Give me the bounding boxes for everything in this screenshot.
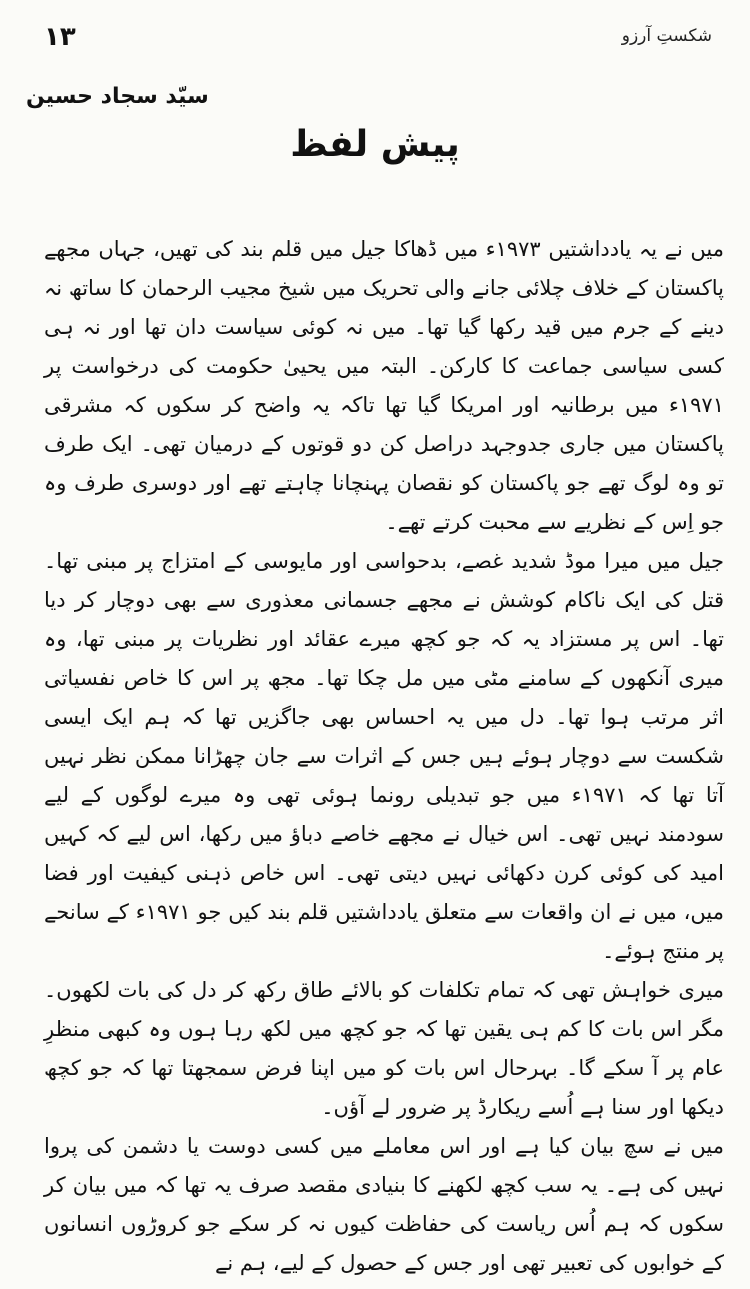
running-title: شکستِ آرزو [621,26,712,46]
paragraph: میری خواہش تھی کہ تمام تکلفات کو بالائے طاق رکھ کر دل کی بات لکھوں۔ مگر اس بات کا کم ہی یقین تھا کہ جو کچھ میں لکھ رہا ہوں وہ کبھی منظرِ عام پر آ سکے گا۔ بہرحال اس بات کو میں اپنا فرض سمجھتا تھا کہ جو کچھ دیکھا اور سنا ہے اُسے ریکارڈ پر ضرور لے آؤں۔ [44,978,724,1119]
page-number: ۱۳ [44,22,76,52]
paragraph: میں نے یہ یادداشتیں ۱۹۷۳ء میں ڈھاکا جیل میں قلم بند کی تھیں، جہاں مجھے پاکستان کے خلاف چلائی جانے والی تحریک میں شیخ مجیب الرحمان کا ساتھ نہ دینے کے جرم میں قید رکھا گیا تھا۔ میں نہ کوئی سیاست دان تھا اور نہ ہی کسی سیاسی جماعت کا کارکن۔ البتہ میں یحییٰ حکومت کی درخواست پر ۱۹۷۱ء میں برطانیہ اور امریکا گیا تھا تاکہ یہ واضح کر سکوں کہ مشرقی پاکستان میں جاری جدوجہد دراصل کن دو قوتوں کے درمیان تھی۔ ایک طرف تو وہ لوگ تھے جو پاکستان کو نقصان پہنچانا چاہتے تھے اور دوسری طرف وہ جو اِس کے نظریے سے محبت کرتے تھے۔ [44,237,725,534]
paragraph: میں نے سچ بیان کیا ہے اور اس معاملے میں کسی دوست یا دشمن کی پروا نہیں کی ہے۔ یہ سب کچھ لکھنے کا بنیادی مقصد صرف یہ تھا کہ میں بیان کر سکوں کہ ہم اُس ریاست کی حفاظت کیوں نہ کر سکے جو کروڑوں انسانوں کے خوابوں کی تعبیر تھی اور جس کے حصول کے لیے، ہم نے [44,1134,724,1275]
author-name: سیّد سجاد حسین [26,84,209,109]
body-text [44,230,724,1283]
paragraph: جیل میں میرا موڈ شدید غصے، بدحواسی اور مایوسی کے امتزاج پر مبنی تھا۔ قتل کی ایک ناکام کوشش نے مجھے جسمانی معذوری سے بھی دوچار کر دیا تھا۔ اس پر مستزاد یہ کہ جو کچھ میرے عقائد اور نظریات پر مبنی تھا، وہ میری آنکھوں کے سامنے مٹی میں مل چکا تھا۔ مجھ پر اس کا خاص نفسیاتی اثر مرتب ہوا تھا۔ دل میں یہ احساس بھی جاگزیں تھا کہ ہم ایک ایسی شکست سے دوچار ہوئے ہیں جس کے اثرات سے جان چھڑانا ممکن نظر نہیں آتا تھا کہ ۱۹۷۱ء میں جو تبدیلی رونما ہوئی تھی وہ میرے لوگوں کے لیے سودمند نہیں تھی۔ اس خیال نے مجھے خاصے دباؤ میں رکھا، اس لیے کہ کہیں امید کی کوئی کرن دکھائی نہیں دیتی تھی۔ اس خاص ذہنی کیفیت اور فضا میں، میں نے ان واقعات سے متعلق یادداشتیں قلم بند کیں جو ۱۹۷۱ء کے سانحے پر منتج ہوئے۔ [44,549,724,963]
page-title: پیش لفظ [290,124,460,165]
